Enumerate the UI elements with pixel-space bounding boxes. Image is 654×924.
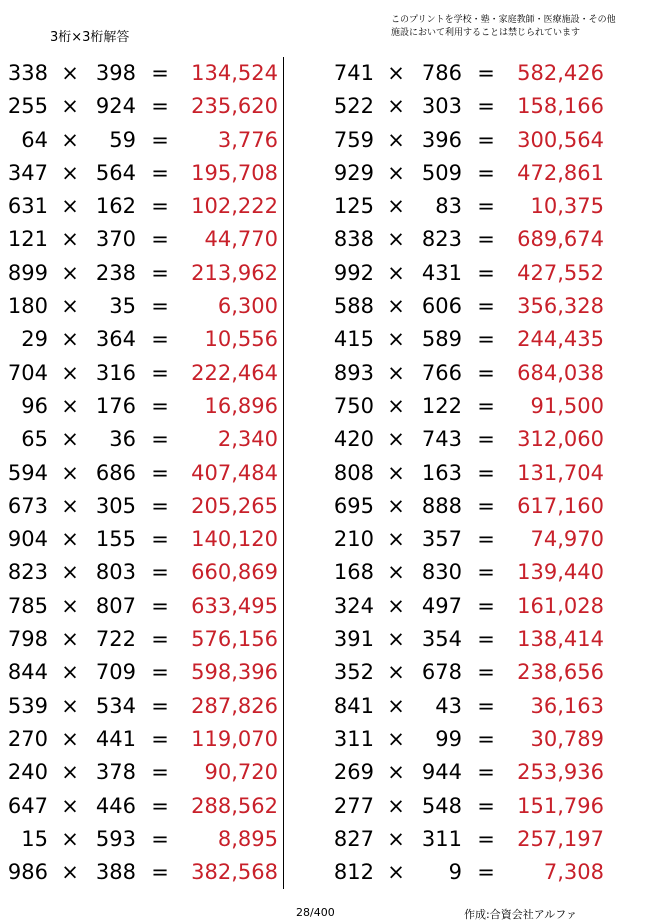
times-sign: × <box>61 360 79 385</box>
times-sign: × <box>387 127 405 152</box>
answer: 633,495 <box>191 593 278 618</box>
equals-sign: = <box>477 560 495 585</box>
multiplier: 888 <box>421 493 462 518</box>
equals-sign: = <box>477 227 495 252</box>
multiplier: 593 <box>95 826 136 851</box>
answer: 382,568 <box>191 860 278 885</box>
answer: 90,720 <box>204 760 278 785</box>
multiplier: 924 <box>95 94 136 119</box>
times-sign: × <box>61 627 79 652</box>
equals-sign: = <box>151 327 169 352</box>
answer: 244,435 <box>517 327 604 352</box>
multiplier: 807 <box>95 593 136 618</box>
multiplicand: 808 <box>333 460 374 485</box>
multiplicand: 594 <box>7 460 48 485</box>
multiplier: 388 <box>95 860 136 885</box>
answer: 238,656 <box>517 660 604 685</box>
multiplicand: 838 <box>333 227 374 252</box>
equals-sign: = <box>477 61 495 85</box>
multiplier: 709 <box>95 660 136 685</box>
times-sign: × <box>387 660 405 685</box>
answer: 257,197 <box>517 826 604 851</box>
multiplicand: 210 <box>333 527 374 552</box>
multiplicand: 522 <box>333 94 374 119</box>
multiplicand: 168 <box>333 560 374 585</box>
times-sign: × <box>387 493 405 518</box>
multiplier: 497 <box>421 593 462 618</box>
answer: 119,070 <box>191 726 278 751</box>
answer: 300,564 <box>517 127 604 152</box>
multiplier: 162 <box>95 194 136 219</box>
times-sign: × <box>61 94 79 119</box>
answer: 576,156 <box>191 627 278 652</box>
multiplicand: 64 <box>21 127 48 152</box>
multiplicand: 539 <box>7 693 48 718</box>
answer: 253,936 <box>517 760 604 785</box>
answer: 131,704 <box>517 460 604 485</box>
equals-sign: = <box>151 127 169 152</box>
answer: 3,776 <box>217 127 278 152</box>
multiplier: 548 <box>421 793 462 818</box>
multiplicand: 240 <box>7 760 48 785</box>
multiplier: 830 <box>421 560 462 585</box>
answer: 151,796 <box>517 793 604 818</box>
times-sign: × <box>387 760 405 785</box>
answer: 2,340 <box>217 427 278 452</box>
multiplicand: 750 <box>333 393 374 418</box>
equals-sign: = <box>477 793 495 818</box>
times-sign: × <box>61 160 79 185</box>
multiplicand: 759 <box>333 127 374 152</box>
multiplicand: 841 <box>333 693 374 718</box>
column-divider <box>283 57 284 889</box>
multiplier: 357 <box>421 527 462 552</box>
multiplier: 589 <box>421 327 462 352</box>
equals-sign: = <box>477 660 495 685</box>
answer: 598,396 <box>191 660 278 685</box>
times-sign: × <box>387 227 405 252</box>
multiplicand: 647 <box>7 793 48 818</box>
equals-sign: = <box>477 493 495 518</box>
page-number: 28/400 <box>296 906 335 919</box>
answer: 235,620 <box>191 94 278 119</box>
equals-sign: = <box>151 460 169 485</box>
equals-sign: = <box>151 393 169 418</box>
equals-sign: = <box>477 427 495 452</box>
multiplicand: 277 <box>333 793 374 818</box>
multiplier: 743 <box>421 427 462 452</box>
answer: 74,970 <box>530 527 604 552</box>
equals-sign: = <box>151 294 169 319</box>
multiplier: 803 <box>95 560 136 585</box>
multiplicand: 785 <box>7 593 48 618</box>
multiplier: 364 <box>95 327 136 352</box>
times-sign: × <box>387 726 405 751</box>
answer: 30,789 <box>530 726 604 751</box>
multiplier: 9 <box>448 860 462 885</box>
equals-sign: = <box>477 860 495 885</box>
answer: 158,166 <box>517 94 604 119</box>
times-sign: × <box>387 94 405 119</box>
multiplier: 99 <box>435 726 462 751</box>
answer: 134,524 <box>191 61 278 85</box>
multiplier: 83 <box>435 194 462 219</box>
multiplier: 606 <box>421 294 462 319</box>
multiplier: 354 <box>421 627 462 652</box>
equals-sign: = <box>151 61 169 85</box>
times-sign: × <box>387 693 405 718</box>
multiplicand: 65 <box>21 427 48 452</box>
equals-sign: = <box>151 726 169 751</box>
multiplicand: 631 <box>7 194 48 219</box>
equals-sign: = <box>477 160 495 185</box>
multiplicand: 893 <box>333 360 374 385</box>
multiplicand: 125 <box>333 194 374 219</box>
multiplicand: 269 <box>333 760 374 785</box>
equals-sign: = <box>477 826 495 851</box>
times-sign: × <box>387 627 405 652</box>
multiplier: 686 <box>95 460 136 485</box>
equals-sign: = <box>151 593 169 618</box>
times-sign: × <box>61 826 79 851</box>
answer: 689,674 <box>517 227 604 252</box>
multiplicand: 704 <box>7 360 48 385</box>
equals-sign: = <box>151 227 169 252</box>
times-sign: × <box>61 294 79 319</box>
answer: 222,464 <box>191 360 278 385</box>
times-sign: × <box>387 393 405 418</box>
times-sign: × <box>387 194 405 219</box>
multiplicand: 929 <box>333 160 374 185</box>
answer: 44,770 <box>204 227 278 252</box>
times-sign: × <box>387 327 405 352</box>
times-sign: × <box>61 527 79 552</box>
times-sign: × <box>387 360 405 385</box>
multiplicand: 992 <box>333 260 374 285</box>
multiplicand: 415 <box>333 327 374 352</box>
multiplicand: 352 <box>333 660 374 685</box>
equals-sign: = <box>151 560 169 585</box>
equals-sign: = <box>151 427 169 452</box>
answer: 312,060 <box>517 427 604 452</box>
answer: 582,426 <box>517 61 604 85</box>
multiplier: 431 <box>421 260 462 285</box>
answer: 287,826 <box>191 693 278 718</box>
times-sign: × <box>387 160 405 185</box>
answer: 684,038 <box>517 360 604 385</box>
times-sign: × <box>61 260 79 285</box>
multiplier: 36 <box>109 427 136 452</box>
answer: 8,895 <box>217 826 278 851</box>
equals-sign: = <box>477 360 495 385</box>
equals-sign: = <box>151 94 169 119</box>
multiplier: 396 <box>421 127 462 152</box>
multiplicand: 741 <box>333 61 374 85</box>
multiplier: 155 <box>95 527 136 552</box>
answer: 161,028 <box>517 593 604 618</box>
equals-sign: = <box>151 527 169 552</box>
times-sign: × <box>61 493 79 518</box>
multiplicand: 588 <box>333 294 374 319</box>
answer: 213,962 <box>191 260 278 285</box>
equals-sign: = <box>151 660 169 685</box>
multiplicand: 15 <box>21 826 48 851</box>
multiplier: 122 <box>421 393 462 418</box>
equals-sign: = <box>151 160 169 185</box>
times-sign: × <box>61 61 79 85</box>
times-sign: × <box>387 826 405 851</box>
multiplier: 441 <box>95 726 136 751</box>
answer: 16,896 <box>204 393 278 418</box>
multiplier: 316 <box>95 360 136 385</box>
answer: 102,222 <box>191 194 278 219</box>
equals-sign: = <box>477 127 495 152</box>
multiplicand: 96 <box>21 393 48 418</box>
multiplicand: 121 <box>7 227 48 252</box>
author-credit: 作成:合資会社アルファ <box>464 908 578 921</box>
equals-sign: = <box>477 693 495 718</box>
times-sign: × <box>387 460 405 485</box>
times-sign: × <box>387 860 405 885</box>
answer: 195,708 <box>191 160 278 185</box>
equals-sign: = <box>477 527 495 552</box>
multiplier: 446 <box>95 793 136 818</box>
multiplier: 59 <box>109 127 136 152</box>
equals-sign: = <box>477 393 495 418</box>
multiplier: 678 <box>421 660 462 685</box>
multiplicand: 812 <box>333 860 374 885</box>
multiplicand: 899 <box>7 260 48 285</box>
multiplier: 43 <box>435 693 462 718</box>
answer: 427,552 <box>517 260 604 285</box>
answer: 407,484 <box>191 460 278 485</box>
equals-sign: = <box>477 726 495 751</box>
answer: 660,869 <box>191 560 278 585</box>
multiplier: 766 <box>421 360 462 385</box>
multiplicand: 844 <box>7 660 48 685</box>
multiplicand: 391 <box>333 627 374 652</box>
times-sign: × <box>61 460 79 485</box>
multiplicand: 311 <box>333 726 374 751</box>
multiplier: 823 <box>421 227 462 252</box>
times-sign: × <box>61 793 79 818</box>
multiplier: 35 <box>109 294 136 319</box>
multiplier: 534 <box>95 693 136 718</box>
answer: 356,328 <box>517 294 604 319</box>
times-sign: × <box>61 393 79 418</box>
times-sign: × <box>387 61 405 85</box>
multiplicand: 695 <box>333 493 374 518</box>
equals-sign: = <box>477 294 495 319</box>
equals-sign: = <box>151 194 169 219</box>
times-sign: × <box>387 294 405 319</box>
equals-sign: = <box>151 627 169 652</box>
equals-sign: = <box>151 260 169 285</box>
times-sign: × <box>61 327 79 352</box>
times-sign: × <box>61 726 79 751</box>
multiplier: 303 <box>421 94 462 119</box>
equals-sign: = <box>477 94 495 119</box>
times-sign: × <box>61 194 79 219</box>
multiplicand: 420 <box>333 427 374 452</box>
equals-sign: = <box>151 493 169 518</box>
answer: 10,375 <box>530 194 604 219</box>
multiplier: 722 <box>95 627 136 652</box>
answer: 7,308 <box>543 860 604 885</box>
equals-sign: = <box>151 826 169 851</box>
usage-notice: このプリントを学校・塾・家庭教師・医療施設・その他 施設において利用することは禁じられています <box>391 15 616 38</box>
answer: 472,861 <box>517 160 604 185</box>
answer: 139,440 <box>517 560 604 585</box>
equals-sign: = <box>477 194 495 219</box>
answer: 138,414 <box>517 627 604 652</box>
times-sign: × <box>61 427 79 452</box>
multiplier: 786 <box>421 61 462 85</box>
times-sign: × <box>61 660 79 685</box>
equals-sign: = <box>151 360 169 385</box>
answer: 205,265 <box>191 493 278 518</box>
multiplier: 163 <box>421 460 462 485</box>
multiplier: 176 <box>95 393 136 418</box>
times-sign: × <box>387 793 405 818</box>
equals-sign: = <box>477 627 495 652</box>
multiplier: 398 <box>95 61 136 85</box>
equals-sign: = <box>477 760 495 785</box>
multiplicand: 270 <box>7 726 48 751</box>
multiplicand: 798 <box>7 627 48 652</box>
worksheet-title: 3桁×3桁解答 <box>50 30 130 45</box>
times-sign: × <box>387 593 405 618</box>
multiplier: 305 <box>95 493 136 518</box>
multiplicand: 986 <box>7 860 48 885</box>
multiplier: 509 <box>421 160 462 185</box>
multiplier: 564 <box>95 160 136 185</box>
equals-sign: = <box>477 460 495 485</box>
answer: 10,556 <box>204 327 278 352</box>
equals-sign: = <box>151 793 169 818</box>
equals-sign: = <box>477 260 495 285</box>
multiplicand: 255 <box>7 94 48 119</box>
multiplicand: 673 <box>7 493 48 518</box>
multiplier: 370 <box>95 227 136 252</box>
times-sign: × <box>61 227 79 252</box>
multiplicand: 29 <box>21 327 48 352</box>
multiplicand: 324 <box>333 593 374 618</box>
multiplier: 311 <box>421 826 462 851</box>
answer: 288,562 <box>191 793 278 818</box>
times-sign: × <box>61 127 79 152</box>
answer: 617,160 <box>517 493 604 518</box>
equals-sign: = <box>151 760 169 785</box>
multiplier: 238 <box>95 260 136 285</box>
equals-sign: = <box>477 593 495 618</box>
multiplier: 378 <box>95 760 136 785</box>
multiplier: 944 <box>421 760 462 785</box>
times-sign: × <box>387 560 405 585</box>
multiplicand: 338 <box>7 61 48 85</box>
answer: 91,500 <box>530 393 604 418</box>
multiplicand: 904 <box>7 527 48 552</box>
times-sign: × <box>387 260 405 285</box>
times-sign: × <box>387 527 405 552</box>
times-sign: × <box>61 693 79 718</box>
multiplicand: 347 <box>7 160 48 185</box>
times-sign: × <box>61 860 79 885</box>
multiplicand: 827 <box>333 826 374 851</box>
answer: 140,120 <box>191 527 278 552</box>
equals-sign: = <box>151 693 169 718</box>
times-sign: × <box>61 593 79 618</box>
multiplicand: 823 <box>7 560 48 585</box>
answer: 6,300 <box>217 294 278 319</box>
equals-sign: = <box>151 860 169 885</box>
equals-sign: = <box>477 327 495 352</box>
times-sign: × <box>61 760 79 785</box>
times-sign: × <box>61 560 79 585</box>
multiplicand: 180 <box>7 294 48 319</box>
times-sign: × <box>387 427 405 452</box>
answer: 36,163 <box>530 693 604 718</box>
